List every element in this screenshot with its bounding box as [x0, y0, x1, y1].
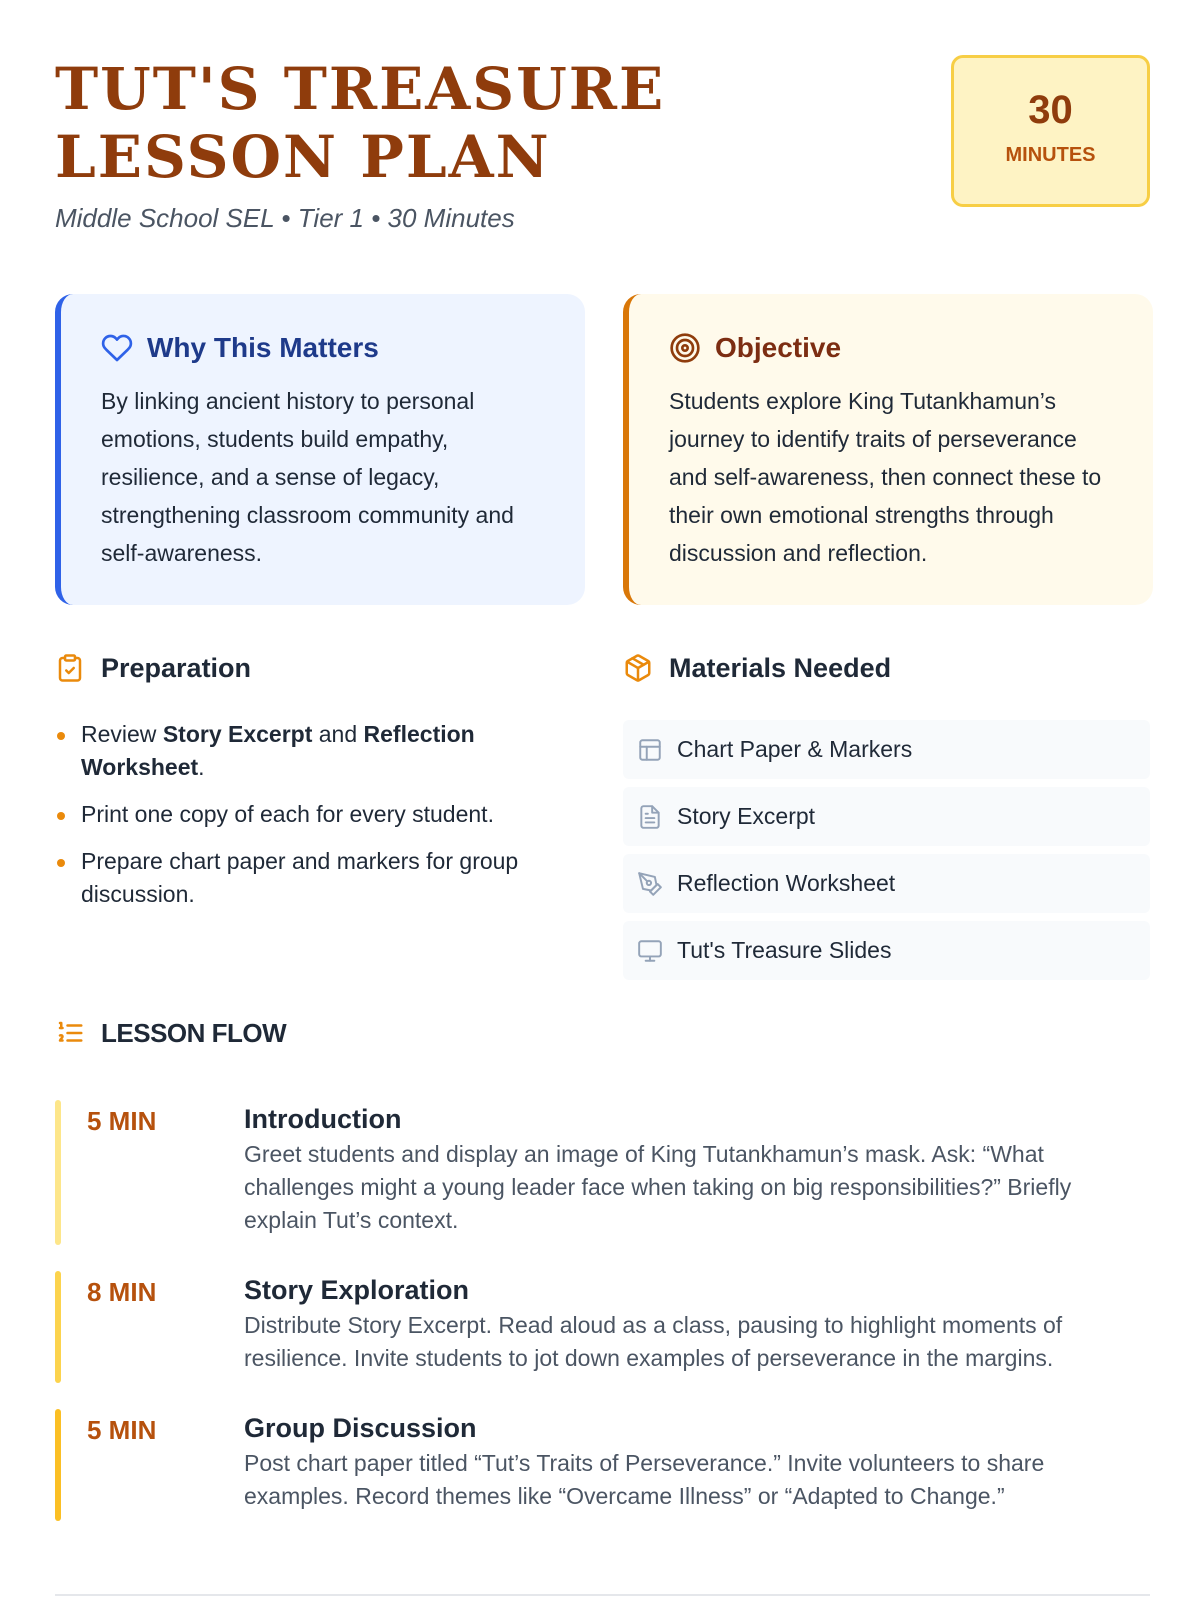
- why-card-title: Why This Matters: [147, 332, 379, 363]
- flow-step-title: Story Exploration: [244, 1275, 470, 1305]
- material-label: Chart Paper & Markers: [677, 736, 913, 762]
- flow-step-bar: [55, 1271, 61, 1383]
- why-card-header: [101, 330, 549, 366]
- list-item: [623, 854, 1150, 913]
- ordered-list-icon: [55, 1018, 85, 1048]
- flow-step-time: 5 MIN: [87, 1415, 157, 1445]
- header: [55, 55, 1150, 245]
- flow-step-body: [244, 1271, 1150, 1383]
- flow-step-title: Introduction: [244, 1104, 402, 1134]
- list-item: [623, 787, 1150, 846]
- flow-step-time: 8 MIN: [87, 1277, 157, 1307]
- preparation-title: Preparation: [101, 652, 252, 683]
- materials-header: [623, 650, 891, 686]
- page-subtitle: Middle School SEL • Tier 1 • 30 Minutes: [55, 203, 515, 233]
- flow-step: [55, 1409, 1150, 1521]
- objective-card-header: [669, 330, 1117, 366]
- target-icon: [669, 332, 701, 364]
- lesson-plan-page: [55, 0, 1150, 1600]
- heart-icon: [101, 332, 133, 364]
- flow-step-bar: [55, 1409, 61, 1521]
- duration-value: 30: [1028, 88, 1073, 132]
- flow-step-description: Greet students and display an image of King Tutankhamun’s mask. Ask: “What challenges might a young leader face when taking on big responsibilities?” Briefly explain Tut’s context.: [244, 1141, 1072, 1233]
- prep-bold-story-excerpt: Story Excerpt: [162, 721, 313, 747]
- list-item: Print one copy of each for every student.: [55, 798, 575, 831]
- list-item: [623, 720, 1150, 779]
- prep-text: .: [198, 754, 205, 780]
- document-icon: [637, 804, 663, 830]
- clipboard-check-icon: [55, 653, 85, 683]
- material-label: Reflection Worksheet: [677, 870, 896, 896]
- pen-tool-icon: [637, 871, 663, 897]
- materials-title: Materials Needed: [669, 652, 892, 683]
- footer-divider: [55, 1594, 1150, 1596]
- prep-text: Review: [81, 721, 163, 747]
- preparation-header: [55, 650, 251, 686]
- objective-card: [623, 294, 1153, 605]
- flow-step-time: 5 MIN: [87, 1106, 157, 1136]
- material-label: Tut's Treasure Slides: [677, 937, 892, 963]
- prep-bold-reflection-worksheet: Reflection Worksheet: [81, 721, 475, 780]
- duration-badge: [951, 55, 1150, 207]
- preparation-list: [55, 718, 575, 925]
- why-this-matters-card: [55, 294, 585, 605]
- flow-step-body: [244, 1100, 1150, 1245]
- flow-step-description: Post chart paper titled “Tut’s Traits of Perseverance.” Invite volunteers to share examples. Record themes like “Overcame Illness” or “Adapted to Change.”: [244, 1450, 1045, 1509]
- flow-step: [55, 1271, 1150, 1383]
- flow-step-description: Distribute Story Excerpt. Read aloud as a class, pausing to highlight moments of resilience. Invite students to jot down examples of perseverance in the margins.: [244, 1312, 1063, 1371]
- why-card-text: By linking ancient history to personal emotions, students build empathy, resilience, and a sense of legacy, strengthening classroom community and self-awareness.: [101, 388, 514, 566]
- lesson-flow-header: [55, 1015, 286, 1051]
- material-label: Story Excerpt: [677, 803, 816, 829]
- lesson-flow-title: LESSON FLOW: [101, 1017, 287, 1048]
- flow-step-bar: [55, 1100, 61, 1245]
- list-item: [55, 718, 575, 784]
- objective-card-text: Students explore King Tutankhamun’s journey to identify traits of perseverance and self-awareness, then connect these to their own emotional strengths through discussion and reflection.: [669, 388, 1102, 566]
- flow-step-body: [244, 1409, 1150, 1521]
- materials-list: [623, 720, 1150, 988]
- monitor-icon: [637, 938, 663, 964]
- objective-card-title: Objective: [715, 332, 842, 363]
- list-item: [623, 921, 1150, 980]
- flow-step-title: Group Discussion: [244, 1413, 477, 1443]
- page-title: TUT'S TREASURE LESSON PLAN: [55, 55, 666, 191]
- prep-text: and: [312, 721, 364, 747]
- package-icon: [623, 653, 653, 683]
- flow-step: [55, 1100, 1150, 1245]
- duration-unit: MINUTES: [1005, 144, 1096, 166]
- lesson-flow: [55, 1100, 1150, 1547]
- layout-icon: [637, 737, 663, 763]
- list-item: Prepare chart paper and markers for group discussion.: [55, 845, 575, 911]
